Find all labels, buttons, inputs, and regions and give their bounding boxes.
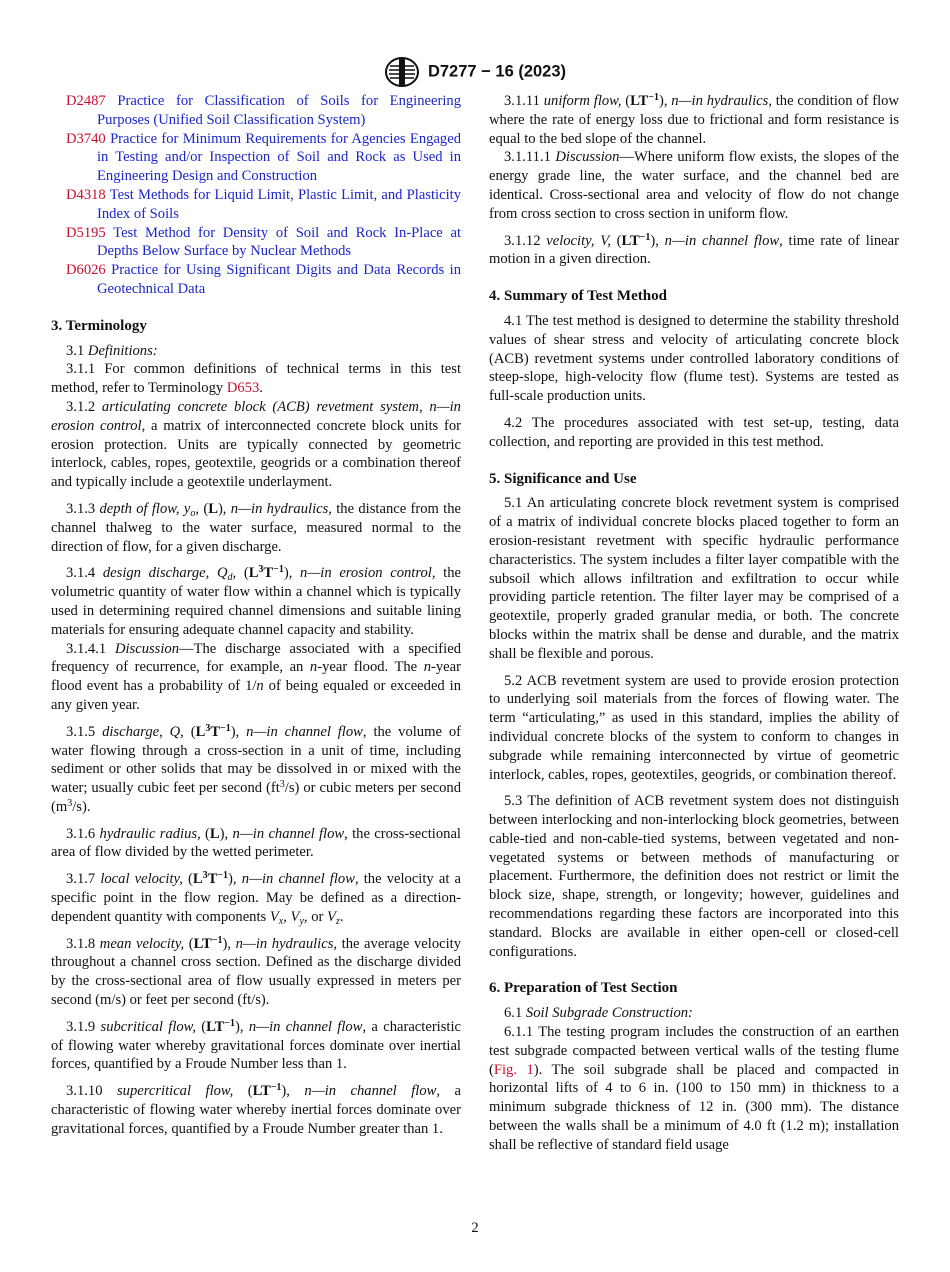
paragraph-3-1-11: 3.1.11 uniform flow, $(LT^{-1})$, n—in hydraulics, the condition of flow where the rate of energy loss due to frictional and form resistance is equal to the bed slope of the channel. <box>489 92 899 147</box>
reference-code[interactable]: D4318 <box>66 186 106 203</box>
reference-list <box>51 92 461 299</box>
figure-link[interactable]: Fig. 1 <box>493 1061 534 1078</box>
reference-title[interactable]: Test Method for Density of Soil and Rock In-Place at Depths Below Surface by Nuclear Methods <box>97 224 462 260</box>
paragraph-3-1-10: 3.1.10 supercritical flow, $(LT^{-1})$, n—in channel flow, a characteristic of flowing water whereby inertial forces dominate over gravitational forces, quantified by a Froude Number greater than 1. <box>51 1082 461 1137</box>
paragraph-3-1-1: 3.1.1 For common definitions of technical terms in this test method, refer to Terminology D653. <box>51 361 461 397</box>
reference-item <box>66 224 461 262</box>
right-column <box>489 92 899 1155</box>
paragraph-3-1-6: 3.1.6 hydraulic radius, (L), n—in channel flow, the cross-sectional area of flow divided by the wetted perimeter. <box>51 825 461 861</box>
paragraph-3-1-3: 3.1.3 depth of flow, $y_o$, (L), n—in hydraulics, the distance from the channel thalweg to the water surface, measured normal to the direction of flow, for a given discharge. <box>51 500 461 555</box>
section-heading: 6. Preparation of Test Section <box>489 980 678 997</box>
reference-item <box>66 261 461 299</box>
paragraph-4-2: 4.2 The procedures associated with test set-up, testing, data collection, and reporting are provided in this test method. <box>489 414 899 450</box>
reference-code[interactable]: D6026 <box>66 262 106 279</box>
section-heading: 5. Significance and Use <box>489 470 637 487</box>
paragraph-6-1-1: 6.1.1 The testing program includes the construction of an earthen test subgrade compacted between vertical walls of the testing flume (Fig. 1). The soil subgrade shall be placed and compacted in horizontal lifts of 4 to 6 in. (100 to 150 mm) in thickness to a minimum subgrade thickness of 12 in. (300 mm). The distance between the walls shall be a minimum of 4.0 ft (1.2 m); installation shall be reflective of standard field usage <box>489 1024 900 1153</box>
reference-title[interactable]: Practice for Classification of Soils for Engineering Purposes (Unified Soil Classification System) <box>97 93 461 128</box>
page-number: 2 <box>471 1220 479 1236</box>
left-column <box>51 92 461 1139</box>
reference-code[interactable]: D5195 <box>66 224 106 241</box>
paragraph-5-3: 5.3 The definition of ACB revetment system does not distinguish between interlocking and non-interlocking block geometries, between cable-tied and non-cable-tied systems, between vegetated and non-vegetated systems or between methods of manufacturing or placement. Furthermore, the definition does not restrict or limit the block size, shape, strength, or longevity; however, guidelines and recommendations regarding these factors are incorporated into this standard. Blocks are available in either open-cell or closed-cell configurations. <box>489 793 899 960</box>
paragraph-5-2: 5.2 ACB revetment system are used to provide erosion protection to underlying soil materials from the forces of flowing water. The term “articulating,” as used in this standard, implies the ability of individual concrete blocks of the system to conform to changes in subgrade while remaining interconnected by virtue of geometric interlock, cables, ropes, geotextiles, geogrids, or combination thereof. <box>489 672 899 783</box>
section-heading: 4. Summary of Test Method <box>489 288 667 305</box>
paragraph-3-1-2: 3.1.2 articulating concrete block (ACB) revetment system, n—in erosion control, a matrix of interconnected concrete block units for erosion protection. Units are typically connected by geometric interlock, cables, ropes, geotextile, geogrids or a combination thereof and typically include a geotextile underlayment. <box>51 398 461 491</box>
paragraph-3-1-12: 3.1.12 velocity, V, $(LT^{-1})$, n—in channel flow, time rate of linear motion in a given direction. <box>489 231 899 268</box>
paragraph-3-1-11-1: 3.1.11.1 Discussion—Where uniform flow exists, the slopes of the energy grade line, the water surface, and the channel bed are identical. Cross-sectional area and velocity of flow do not change from cross section to cross section in uniform flow. <box>489 149 899 222</box>
reference-title[interactable]: Test Methods for Liquid Limit, Plastic Limit, and Plasticity Index of Soils <box>97 186 461 222</box>
reference-title[interactable]: Practice for Using Significant Digits and Data Records in Geotechnical Data <box>97 262 461 297</box>
reference-code[interactable]: D3740 <box>66 130 106 147</box>
paragraph-3-1-8: 3.1.8 mean velocity, $(LT^{-1})$, n—in hydraulics, the average velocity throughout a channel cross section. Defined as the discharge divided by the cross-sectional area of flow usually expressed in meters per second (m/s) or feet per second (ft/s). <box>51 934 461 1009</box>
page-header <box>0 56 950 88</box>
paragraph-6-1: 6.1 Soil Subgrade Construction: <box>504 1005 693 1022</box>
paragraph-5-1: 5.1 An articulating concrete block revetment system is comprised of a matrix of individual concrete blocks placed together to form an erosion-resistant revetment with specific hydraulic performance characteristics. The system includes a filter layer compatible with the subsoil which allows infiltration and exfiltration to occur while providing particle retention. The filter layer may be comprised of a geotextile, properly graded granular media, or both. The concrete blocks within the matrix shall be dense and durable, and the matrix shall be flexible and porous. <box>489 495 899 662</box>
paragraph-3-1-5: 3.1.5 discharge, Q, $(L^3T^{-1})$, n—in channel flow, the volume of water flowing through a cross-section in a unit of time, including sediment or other solids that may be dissolved in or mixed with the water; usually cubic feet per second $(ft^3/s)$ or cubic meters per second $(m^3/s)$. <box>51 722 462 815</box>
astm-logo <box>384 56 420 88</box>
reference-title[interactable]: Practice for Minimum Requirements for Agencies Engaged in Testing and/or Inspection of Soil and Rock as Used in Engineering Design and Construction <box>97 130 461 185</box>
section-heading: 3. Terminology <box>51 317 147 334</box>
paragraph-3-1-7: 3.1.7 local velocity, $(L^3T^{-1})$, n—in channel flow, the velocity at a specific point in the flow region. May be defined as a direction-dependent quantity with components $V_x$, $V_y$, or $V_z$. <box>51 870 461 927</box>
paragraph-3-1-9: 3.1.9 subcritical flow, $(LT^{-1})$, n—in channel flow, a characteristic of flowing water whereby gravitational forces dominate over inertial forces, quantified by a Froude Number less than 1. <box>51 1017 461 1073</box>
reference-link[interactable]: D653 <box>226 380 260 397</box>
reference-item <box>66 92 461 130</box>
paragraph-4-1: 4.1 The test method is designed to determine the stability threshold values of shear stress and velocity of articulating concrete block (ACB) revetment systems under controlled laboratory conditions of steep-slope, high-velocity flow (flume test). Systems are tested as full-scale production units. <box>489 312 899 405</box>
reference-code[interactable]: D2487 <box>66 93 106 109</box>
document-designation: D7277 − 16 (2023) <box>427 62 567 81</box>
paragraph-3-1-4-1: 3.1.4.1 Discussion—The discharge associated with a specified frequency of recurrence, for example, an n-year flood. The n-year flood event has a probability of 1/n of being equaled or exceeded in any given year. <box>51 640 461 713</box>
reference-item <box>66 186 461 224</box>
paragraph-3-1: 3.1 Definitions: <box>66 342 158 359</box>
paragraph-3-1-4: 3.1.4 design discharge, $Q_d$, $(L^3T^{-1})$, n—in erosion control, the volumetric quantity of water flow within a channel which is typically used in determining required channel dimensions and suitable lining materials for ensuring adequate channel capacity and stability. <box>51 564 461 638</box>
reference-item <box>66 130 461 186</box>
